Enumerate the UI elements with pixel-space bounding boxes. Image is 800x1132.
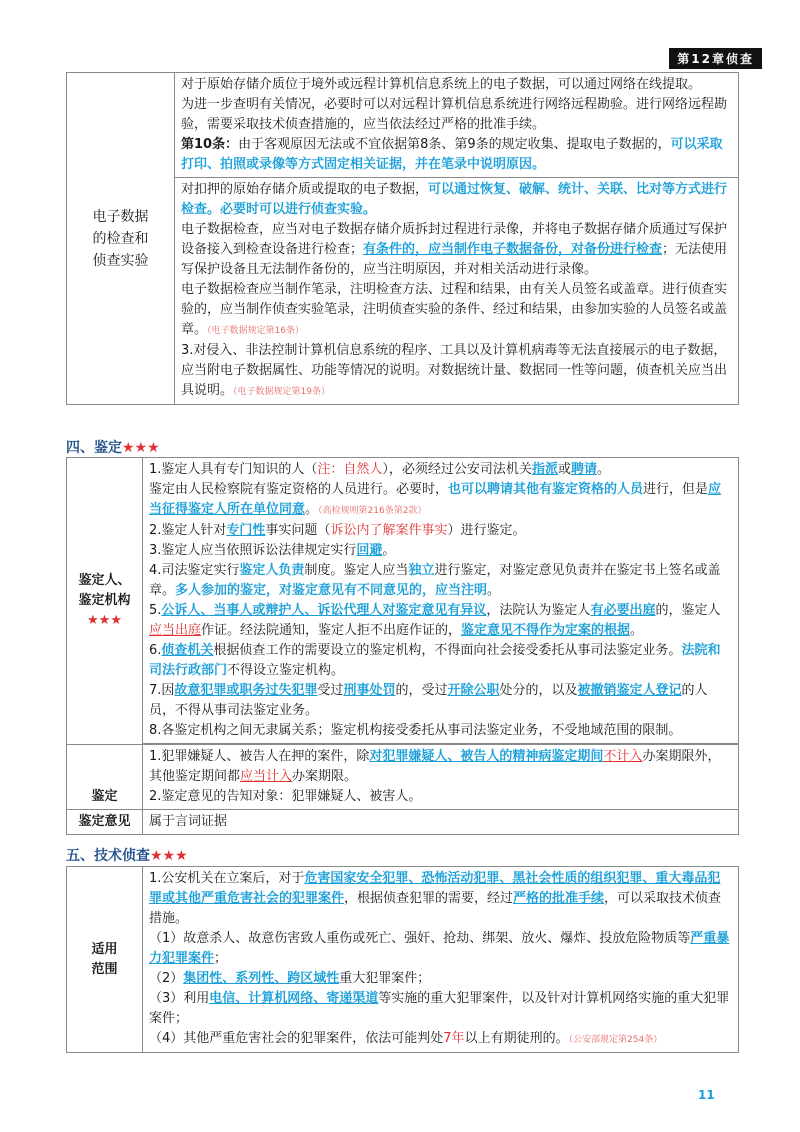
row-head-electronic-data: 电子数据的检查和侦查实验 bbox=[67, 73, 175, 405]
star-rating: ★★★ bbox=[150, 848, 188, 864]
cell-scope bbox=[143, 867, 739, 1053]
text-line: （2）集团性、系列性、跨区域性重大犯罪案件； bbox=[149, 971, 431, 986]
cell-appraisal-opinion bbox=[143, 810, 739, 835]
chapter-tag: 第12章侦查 bbox=[669, 48, 762, 69]
text-line: 2.鉴定人针对专门性事实问题（诉讼内了解案件事实）进行鉴定。 bbox=[149, 523, 526, 538]
page-number: 11 bbox=[698, 1088, 715, 1102]
section-title-appraisal: 四、鉴定★★★ bbox=[66, 440, 160, 456]
row-head-scope: 适用范围 bbox=[67, 867, 143, 1053]
text-line: 4.司法鉴定实行鉴定人负责制度。鉴定人应当独立进行鉴定，对鉴定意见负责并在鉴定书上签名或盖章。多人参加的鉴定，对鉴定意见有不同意见的，应当注明。 bbox=[149, 563, 721, 598]
cell-online-extraction bbox=[175, 73, 739, 178]
text-line: 1.公安机关在立案后，对于危害国家安全犯罪、恐怖活动犯罪、黑社会性质的组织犯罪、重大毒品犯罪或其他严重危害社会的犯罪案件，根据侦查犯罪的需要，经过严格的批准手续，可以采取技术侦查措施。 bbox=[149, 871, 722, 926]
text-line: 8.各鉴定机构之间无隶属关系；鉴定机构接受委托从事司法鉴定业务，不受地域范围的限制。 bbox=[149, 723, 682, 738]
cell-appraiser-rules bbox=[143, 458, 739, 744]
text-line: 6.侦查机关根据侦查工作的需要设立的鉴定机构，不得面向社会接受委托从事司法鉴定业务。法院和司法行政部门不得设立鉴定机构。 bbox=[149, 643, 721, 678]
row-head-appraiser: 鉴定人、鉴定机构 ★★★ bbox=[67, 458, 143, 745]
text-line: 鉴定由人民检察院有鉴定资格的人员进行。必要时，也可以聘请其他有鉴定资格的人员进行，但是应当征得鉴定人所在单位同意。（高检规则第216条第2款） bbox=[149, 482, 722, 517]
section-title-technical-investigation: 五、技术侦查★★★ bbox=[66, 848, 188, 864]
text-line: 第10条：由于客观原因无法或不宜依据第8条、第9条的规定收集、提取电子数据的，可以采取打印、拍照或录像等方式固定相关证据，并在笔录中说明原因。 bbox=[181, 137, 723, 172]
note: （电子数据规定第16条） bbox=[207, 326, 304, 336]
text-line: 2.鉴定意见的告知对象：犯罪嫌疑人、被害人。 bbox=[149, 789, 422, 804]
cell-data-inspection bbox=[175, 178, 739, 405]
star-rating: ★★★ bbox=[87, 613, 122, 628]
note: （公安部规定第254条） bbox=[568, 1035, 663, 1045]
technical-investigation-table bbox=[66, 866, 739, 1053]
text-line: 为进一步查明有关情况，必要时可以对远程计算机信息系统进行网络远程勘验。进行网络远程勘验，需要采取技术侦查措施的，应当依法经过严格的批准手续。 bbox=[181, 97, 728, 132]
text-line: 7.因故意犯罪或职务过失犯罪受过刑事处罚的，受过开除公职处分的，以及被撤销鉴定人登记的人员，不得从事司法鉴定业务。 bbox=[149, 683, 708, 718]
appraisal-table bbox=[66, 457, 739, 835]
text-line: （1）故意杀人、故意伤害致人重伤或死亡、强奸、抢劫、绑架、放火、爆炸、投放危险物质等严重暴力犯罪案件； bbox=[149, 931, 730, 966]
text-line: 5.公诉人、当事人或辩护人、诉讼代理人对鉴定意见有异议，法院认为鉴定人有必要出庭的，鉴定人应当出庭作证。经法院通知，鉴定人拒不出庭作证的，鉴定意见不得作为定案的根据。 bbox=[149, 603, 721, 638]
text-line: （4）其他严重危害社会的犯罪案件，依法可能判处7年以上有期徒刑的。（公安部规定第254条） bbox=[149, 1031, 663, 1046]
text-line: 对于原始存储介质位于境外或远程计算机信息系统上的电子数据，可以通过网络在线提取。 bbox=[181, 77, 702, 92]
text-line: 1.鉴定人具有专门知识的人（注：自然人），必须经过公安司法机关指派或聘请。 bbox=[149, 462, 610, 477]
text-line: 电子数据检查，应当对电子数据存储介质拆封过程进行录像，并将电子数据存储介质通过写保护设备接入到检查设备进行检查；有条件的，应当制作电子数据备份，对备份进行检查；无法使用写保护设备且无法制作备份的，应当注明原因，并对相关活动进行录像。 bbox=[181, 222, 728, 277]
text-line: 3.鉴定人应当依照诉讼法律规定实行回避。 bbox=[149, 543, 396, 558]
note: （电子数据规定第19条） bbox=[233, 387, 330, 397]
text-line: 对扣押的原始存储介质或提取的电子数据，可以通过恢复、破解、统计、关联、比对等方式进行检查。必要时可以进行侦查实验。 bbox=[181, 182, 728, 217]
cell-appraisal-period bbox=[143, 745, 739, 810]
text-line: 属于言词证据 bbox=[149, 814, 228, 829]
electronic-data-table bbox=[66, 72, 739, 405]
note: （高检规则第216条第2款） bbox=[318, 506, 427, 516]
text-line: 电子数据检查应当制作笔录，注明检查方法、过程和结果，由有关人员签名或盖章。进行侦查实验的，应当制作侦查实验笔录，注明侦查实验的条件、经过和结果，由参加实验的人员签名或盖章。（电子数据规定第16条） bbox=[181, 282, 728, 337]
row-head-appraisal: 鉴定 bbox=[67, 745, 143, 810]
text-line: 3.对侵入、非法控制计算机信息系统的程序、工具以及计算机病毒等无法直接展示的电子数据，应当附电子数据属性、功能等情况的说明。对数据统计量、数据同一性等问题，侦查机关应当出具说明。（电子数据规定第19条） bbox=[181, 343, 728, 398]
star-rating: ★★★ bbox=[122, 440, 160, 456]
row-head-appraisal-opinion: 鉴定意见 bbox=[67, 810, 143, 835]
text-line: 1.犯罪嫌疑人、被告人在押的案件，除对犯罪嫌疑人、被告人的精神病鉴定期间不计入办案期限外，其他鉴定期间都应当计入办案期限。 bbox=[149, 749, 721, 784]
text-line: （3）利用电信、计算机网络、寄递渠道等实施的重大犯罪案件，以及针对计算机网络实施的重大犯罪案件； bbox=[149, 991, 730, 1026]
